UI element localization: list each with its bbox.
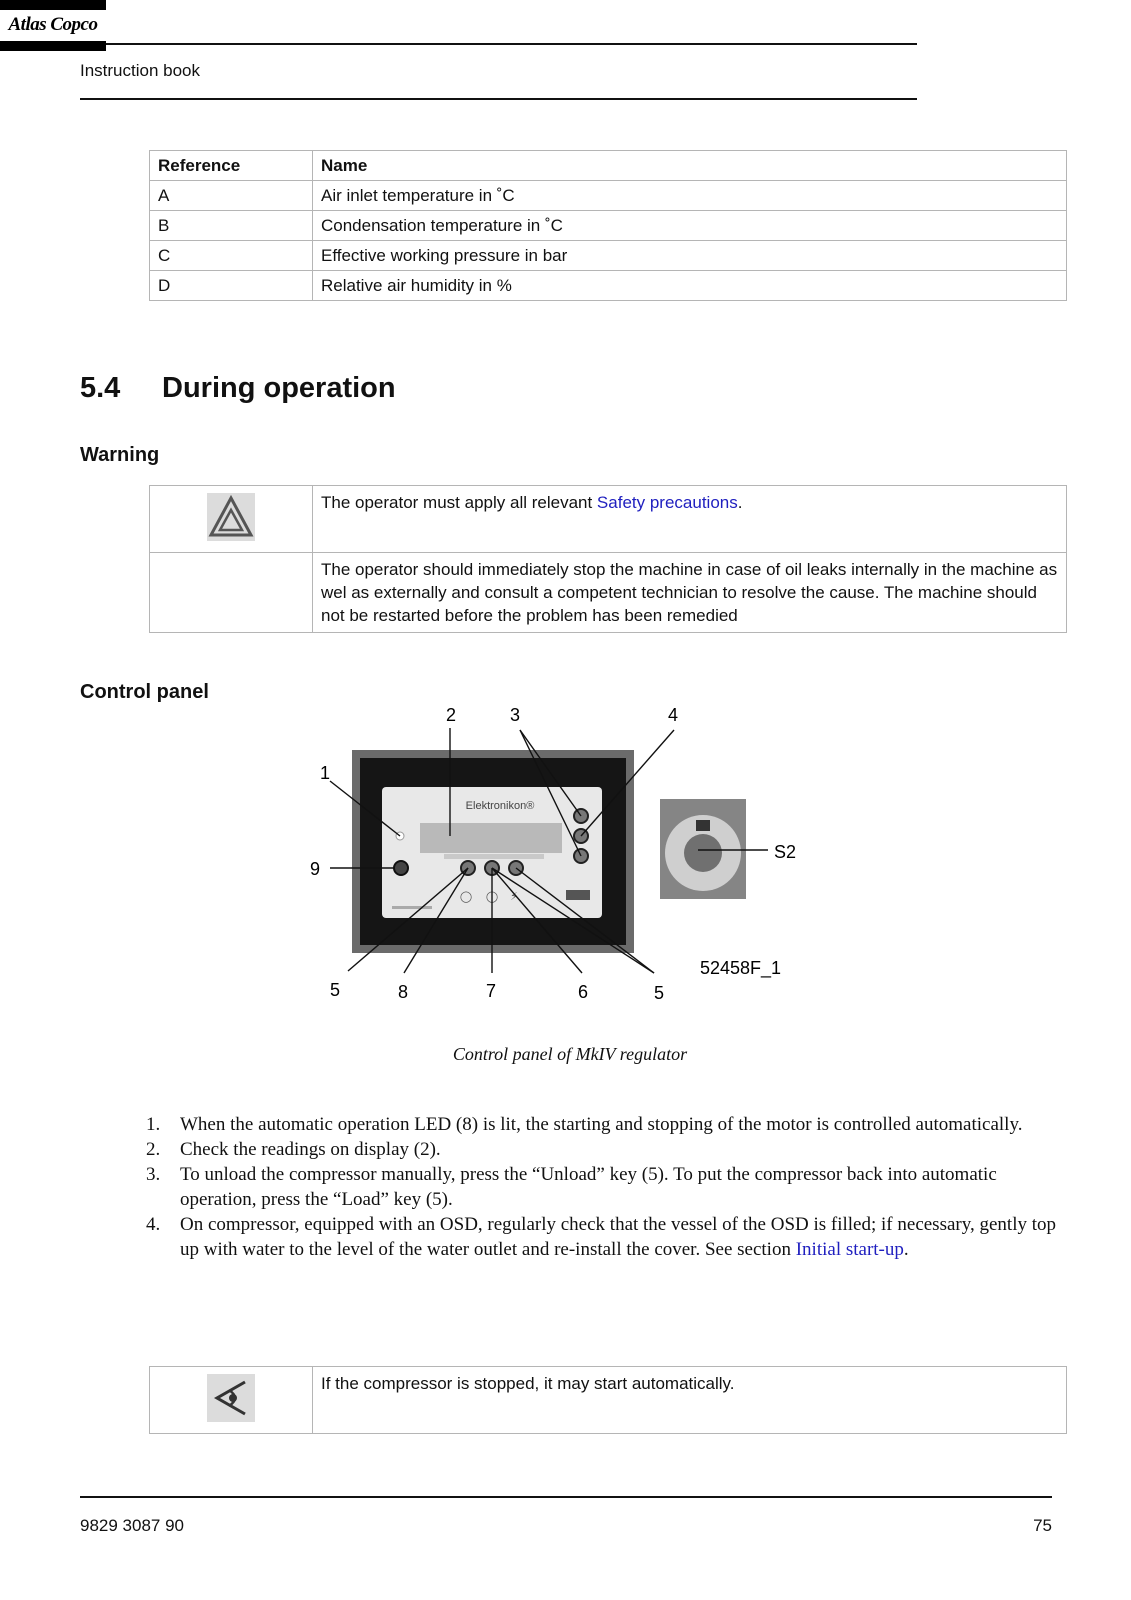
list-item [146,1112,1066,1137]
reference-cell: D [150,271,313,301]
header-top-rule [80,43,917,45]
note-table [149,1366,1067,1434]
step-text: Check the readings on display (2). [180,1139,441,1160]
svg-text:◯: ◯ [459,891,473,903]
warning-text-cell: The operator should immediately stop the machine in case of oil leaks internally in the machine as wel as externally and consult a competent technician to resolve the cause. The machine should not be restarted before the problem has been remedied [313,553,1067,633]
name-cell: Relative air humidity in % [313,271,1067,301]
logo-wordmark: Atlas Copco [8,14,98,35]
initial-start-up-link[interactable]: Initial start-up [795,1239,904,1260]
step-text: When the automatic operation LED (8) is lit, the starting and stopping of the motor is controlled automatically. [180,1114,1023,1135]
reference-table [149,150,1067,301]
callout-6: 6 [578,982,589,1002]
step-text: On compressor, equipped with an OSD, regularly check that the vessel of the OSD is filled; if necessary, gently top up with water to the level of the water outlet and re-install the cover. See section [180,1214,1057,1260]
table-row [150,241,1067,271]
operation-steps [146,1112,1066,1262]
reference-cell: B [150,211,313,241]
emergency-button-9 [394,861,408,875]
table-row [150,181,1067,211]
callout-8: 8 [398,982,409,1002]
step-text-end: . [903,1239,909,1260]
eye-icon [207,1374,255,1422]
warning-text-cell [313,486,1067,553]
callout-4: 4 [668,708,679,725]
warning-triangle-icon [207,493,255,541]
svg-text:⚡: ⚡ [510,891,518,903]
callout-9: 9 [310,859,321,879]
table-header-row [150,151,1067,181]
callout-5-right: 5 [654,983,665,1003]
section-number: 5.4 [80,372,121,404]
warning-text-end: . [737,493,743,512]
table-row [150,271,1067,301]
name-cell: Effective working pressure in bar [313,241,1067,271]
callout-s2: S2 [774,842,797,862]
display-shadow [444,854,544,859]
warning-text: The operator must apply all relevant [321,493,597,512]
reference-cell: A [150,181,313,211]
panel-badge [566,890,590,900]
column-header-name: Name [313,151,1067,181]
step-number: 1. [146,1114,161,1135]
control-panel-heading: Control panel [80,681,209,703]
s2-warning-label [696,820,710,831]
name-cell: Condensation temperature in ˚C [313,211,1067,241]
section-title: During operation [162,372,396,404]
table-row [150,486,1067,553]
callout-3: 3 [510,708,521,725]
callout-1: 1 [320,763,331,783]
atlas-copco-logo [0,0,106,53]
document-number: 9829 3087 90 [80,1516,184,1535]
header-bottom-rule [80,98,917,100]
footer-rule [80,1496,1052,1498]
callout-5-left: 5 [330,980,341,1000]
icon-cell [150,486,313,553]
callout-7: 7 [486,981,497,1001]
page-number: 75 [1033,1516,1052,1535]
svg-text:◯: ◯ [485,891,499,903]
list-item [146,1162,1066,1212]
list-item [146,1137,1066,1162]
panel-brand: Elektronikon® [465,800,535,812]
reference-cell: C [150,241,313,271]
callout-2: 2 [446,708,457,725]
table-row [150,211,1067,241]
list-item [146,1212,1066,1262]
icon-cell [150,1367,313,1434]
table-row [150,1367,1067,1434]
control-panel-figure [300,708,820,1020]
name-cell: Air inlet temperature in ˚C [313,181,1067,211]
safety-precautions-link[interactable]: Safety precautions [596,493,738,512]
step-text: To unload the compressor manually, press the “Unload” key (5). To put the compressor back into automatic operation, press the “Load” key (5). [180,1164,997,1210]
note-text: If the compressor is stopped, it may start automatically. [313,1367,1067,1434]
warning-heading: Warning [80,444,160,466]
panel-url-strip [392,906,432,909]
step-number: 4. [146,1214,161,1235]
column-header-reference: Reference [150,151,313,181]
display [420,823,562,853]
document-title: Instruction book [80,61,201,80]
figure-caption: Control panel of MkIV regulator [452,1044,688,1064]
warning-table [149,485,1067,633]
table-row [150,553,1067,633]
figure-code: 52458F_1 [700,958,782,978]
step-number: 2. [146,1139,161,1160]
step-number: 3. [146,1164,161,1185]
empty-icon-cell [150,553,313,633]
s2-switch-knob [684,834,722,872]
